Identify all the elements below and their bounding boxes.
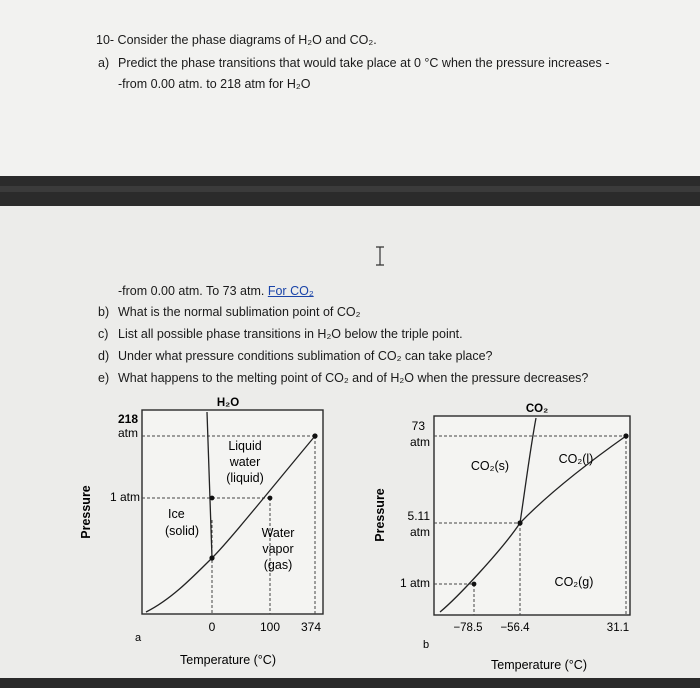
co2-subquestion-link[interactable]: For CO₂	[267, 284, 314, 298]
item-d-label: d)	[98, 349, 110, 363]
h2o-liquid-label-3: (liquid)	[226, 471, 264, 485]
h2o-xtick-100: 100	[259, 620, 281, 634]
co2-y-axis-label: Pressure	[373, 488, 387, 542]
item-b-label: b)	[98, 305, 110, 319]
worksheet-top	[0, 0, 700, 176]
co2-x-axis-label: Temperature (°C)	[491, 658, 587, 672]
h2o-ytick-1atm: 1 atm	[109, 490, 140, 504]
item-b-text: What is the normal sublimation point of CO₂	[118, 305, 361, 319]
co2-phase-diagram	[362, 390, 662, 685]
part-a-h2o-subquestion: -from 0.00 atm. to 218 atm for H₂O	[118, 77, 311, 91]
h2o-solid-label-1: Ice	[168, 507, 185, 521]
co2-plot-frame	[434, 416, 630, 615]
h2o-solid-label-2: (solid)	[165, 524, 200, 538]
co2-ytick-5: 5.11	[407, 509, 430, 523]
h2o-normal-boiling-point	[268, 496, 273, 501]
h2o-critical-point	[312, 433, 317, 438]
co2-critical-point	[623, 433, 628, 438]
co2-sublimation-point	[472, 582, 477, 587]
co2-xtick-78: −78.5	[453, 622, 483, 634]
h2o-liquid-label-1: Liquid	[228, 439, 262, 453]
part-a-label: a)	[98, 56, 110, 70]
co2-panel-letter: b	[422, 639, 430, 651]
item-d-text: Under what pressure conditions sublimation of CO₂ can take place?	[118, 349, 493, 363]
part-a-co2-subquestion	[118, 284, 314, 298]
co2-solid-label: CO₂(s)	[470, 459, 510, 473]
h2o-xtick-0: 0	[208, 620, 216, 634]
co2-triple-point	[517, 520, 522, 525]
co2-ytick-73: 73	[411, 419, 425, 433]
co2-gas-label: CO₂(g)	[554, 575, 594, 589]
co2-ytick-5-unit: atm	[409, 525, 430, 539]
h2o-gas-label-3: (gas)	[263, 558, 293, 572]
h2o-ytick-218-unit: atm	[117, 426, 138, 440]
h2o-xtick-374: 374	[300, 620, 322, 634]
h2o-x-axis-label: Temperature (°C)	[180, 653, 276, 667]
h2o-title: H₂O	[216, 397, 240, 409]
page-bottom-edge	[0, 678, 700, 688]
co2-xtick-31: 31.1	[606, 622, 630, 634]
co2-xtick-56: −56.4	[500, 622, 530, 634]
part-a-text: Predict the phase transitions that would take place at 0 °C when the pressure increases -	[118, 56, 610, 70]
question-title: 10- Consider the phase diagrams of H₂O and CO₂.	[96, 33, 377, 47]
co2-ytick-1atm: 1 atm	[399, 576, 430, 590]
page-divider-bar	[0, 176, 700, 206]
h2o-ytick-218: 218	[117, 412, 138, 426]
h2o-liquid-label-2: water	[229, 455, 261, 469]
h2o-panel-letter: a	[134, 632, 142, 644]
co2-subquestion-prefix: -from 0.00 atm. To 73 atm.	[118, 284, 268, 298]
divider-inner	[0, 186, 700, 192]
h2o-gas-label-1: Water	[261, 526, 295, 540]
h2o-normal-melting-point	[210, 496, 215, 501]
item-c-text: List all possible phase transitions in H₂O below the triple point.	[118, 327, 463, 341]
co2-ytick-73-unit: atm	[409, 435, 430, 449]
co2-title: CO₂	[525, 403, 549, 415]
h2o-y-axis-label: Pressure	[79, 485, 93, 539]
item-e-label: e)	[98, 371, 110, 385]
h2o-triple-point	[209, 555, 214, 560]
item-e-text: What happens to the melting point of CO₂ and of H₂O when the pressure decreases?	[118, 371, 589, 385]
h2o-phase-diagram	[60, 390, 350, 680]
text-cursor-icon	[374, 246, 386, 266]
h2o-gas-label-2: vapor	[262, 542, 294, 556]
item-c-label: c)	[98, 327, 109, 341]
co2-liquid-label: CO₂(l)	[558, 452, 594, 466]
